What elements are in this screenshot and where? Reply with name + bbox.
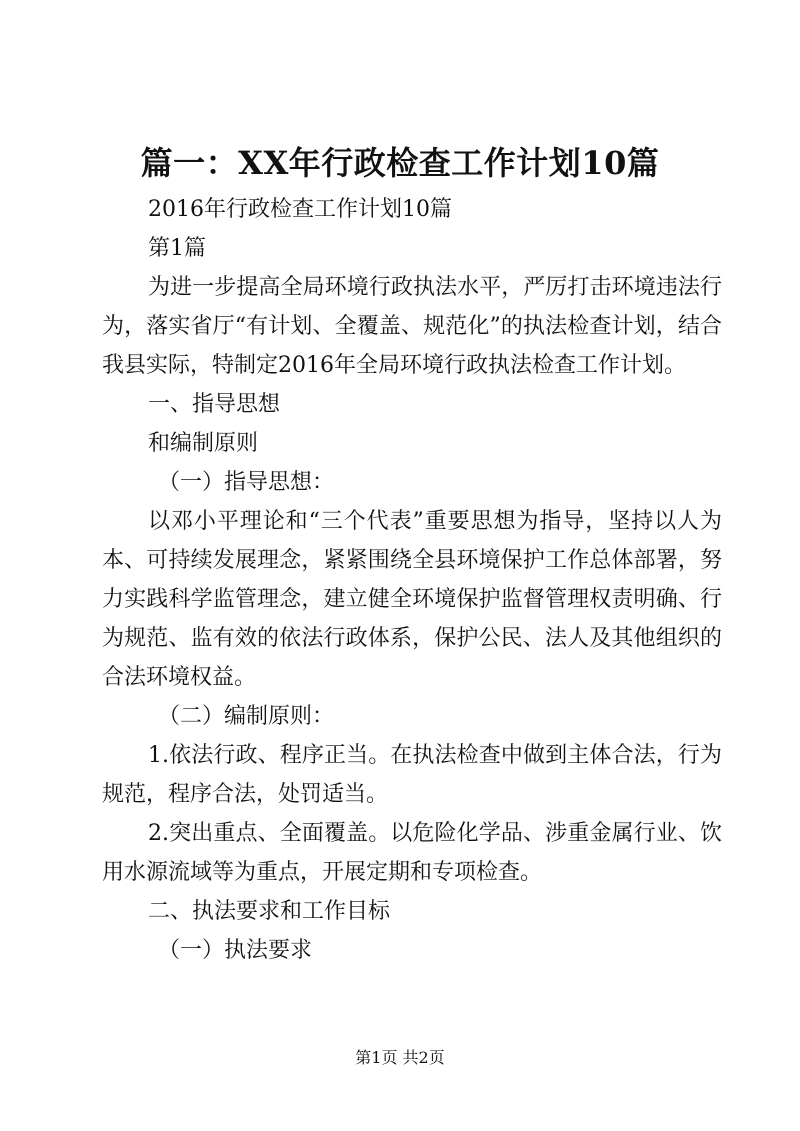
subsection-heading-principles: （二）编制原则： bbox=[158, 704, 335, 729]
principle-item-2: 2.突出重点、全面覆盖。以危险化学品、涉重金属行业、饮用水源流域等为重点，开展定期和专项检查。 bbox=[102, 821, 722, 885]
guiding-ideology-paragraph: 以邓小平理论和“三个代表”重要思想为指导，坚持以人为本、可持续发展理念，紧紧围绕全县环境保护工作总体部署，努力实践科学监管理念，建立健全环境保护监督管理权责明确、行为规范、监有效的依法行政体系，保护公民、法人及其他组织的合法环境权益。 bbox=[102, 509, 722, 690]
document-body bbox=[102, 190, 722, 970]
intro-paragraph: 为进一步提高全局环境行政执法水平，严厉打击环境违法行为，落实省厅“有计划、全覆盖、规范化”的执法检查计划，结合我县实际，特制定2016年全局环境行政执法检查工作计划。 bbox=[102, 275, 722, 378]
section-heading-1-continued: 和编制原则 bbox=[148, 431, 259, 456]
document-title: 篇一：XX年行政检查工作计划10篇 bbox=[140, 144, 660, 182]
subtitle-paragraph: 2016年行政检查工作计划10篇 bbox=[148, 197, 452, 222]
section-heading-1: 一、指导思想 bbox=[148, 392, 281, 417]
subsection-heading-guiding-ideology: （一）指导思想： bbox=[158, 470, 335, 495]
subsection-heading-requirements: （一）执法要求 bbox=[158, 938, 313, 963]
section-heading-2: 二、执法要求和工作目标 bbox=[148, 899, 391, 924]
page-footer: 第1页 共2页 bbox=[355, 1048, 445, 1067]
principle-item-1: 1.依法行政、程序正当。在执法检查中做到主体合法，行为规范，程序合法，处罚适当。 bbox=[102, 743, 722, 807]
chapter-heading: 第1篇 bbox=[148, 236, 206, 261]
